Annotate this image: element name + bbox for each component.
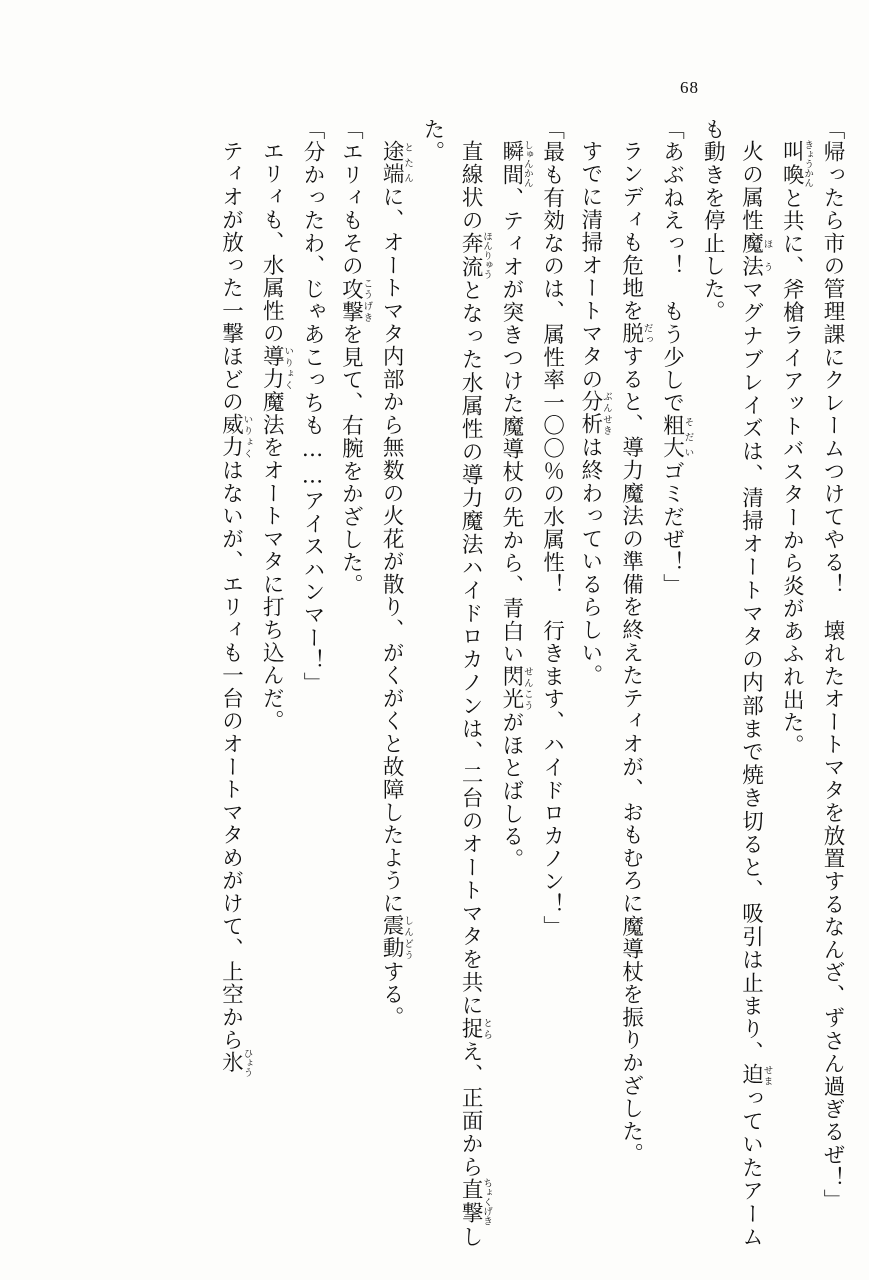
ruby-text: 分析ぶんせき [577,390,612,436]
paragraph: 「エリィもその攻撃こうげきを見て、右腕をかざした。 [338,118,373,597]
paragraph: ティオが放った一撃ほどの威力いりょくはないが、エリィも一台のオートマタめがけて、上空から氷ひょう [218,139,253,1077]
page-body-text [22,118,851,1248]
ruby-text: 粗大そだい [659,414,694,460]
paragraph: 「分かったわ、じゃあこっちも……アイスハンマー！」 [300,118,326,695]
ruby-text: 奔流ほんりゅう [458,231,493,279]
paragraph: ランディも危地を脱だっすると、導力魔法の準備を終えたティオが、おもむろに魔導杖を振りかざした。 [618,139,653,1166]
ruby-text: 迫せま [738,1063,773,1087]
paragraph: 火の属性魔法ほうマグナブレイズは、清掃オートマタの内部まで焼き切ると、吸引は止まり、迫せまっていたアームも動きを停止した。 [700,118,773,1248]
ruby-text: 魔法ほう [738,231,773,279]
ruby-text: 叫喚きょうかん [779,139,814,187]
paragraph: 「最も有効なのは、属性率一〇〇％の水属性！ 行きます、ハイドロカノン！」 [539,118,565,939]
ruby-text: 途端とたん [379,139,414,186]
ruby-text: 捉とら [458,1016,493,1040]
paragraph: 「あぶねえっ！ もう少しで粗大そだいゴミだぜ！」 [659,118,694,597]
ruby-text: 攻撃こうげき [338,277,373,324]
ruby-text: 氷ひょう [218,1048,253,1077]
paragraph: 瞬間しゅんかん、ティオが突きつけた魔導杖の先から、青白い閃光せんこうがほとばしる。 [498,139,533,871]
paragraph: 叫喚きょうかんと共に、斧槍ライアットバスターから炎があふれ出た。 [779,139,814,757]
ruby-text: 震動しんどう [379,914,414,960]
paragraph: エリィも、水属性の導力いりょく魔法をオートマタに打ち込んだ。 [259,139,294,733]
paragraph: 途端とたんに、オートマタ内部から無数の火花が散り、がくがくと故障したように震動しんどうする。 [379,139,414,1029]
paragraph: すでに清掃オートマタの分析ぶんせきは終わっているらしい。 [577,139,612,687]
paragraph: 直線状の奔流ほんりゅうとなった水属性の導力魔法ハイドロカノンは、二台のオートマタを共に捉とらえ、正面から直撃ちょくげきした。 [419,118,493,1248]
paragraph: 「帰ったら市の管理課にクレームつけてやる！ 壊れたオートマタを放置するなんざ、ずさん過ぎるぜ！」 [820,118,845,1212]
ruby-text: 威力いりょく [218,412,253,459]
ruby-text: 瞬間しゅんかん [498,139,533,187]
ruby-text: 閃光せんこう [498,665,533,711]
page-number: 68 [680,78,699,97]
ruby-text: 直撃ちょくげき [458,1177,493,1226]
ruby-text: 脱だっ [618,321,653,345]
ruby-text: 導力いりょく [259,344,294,391]
